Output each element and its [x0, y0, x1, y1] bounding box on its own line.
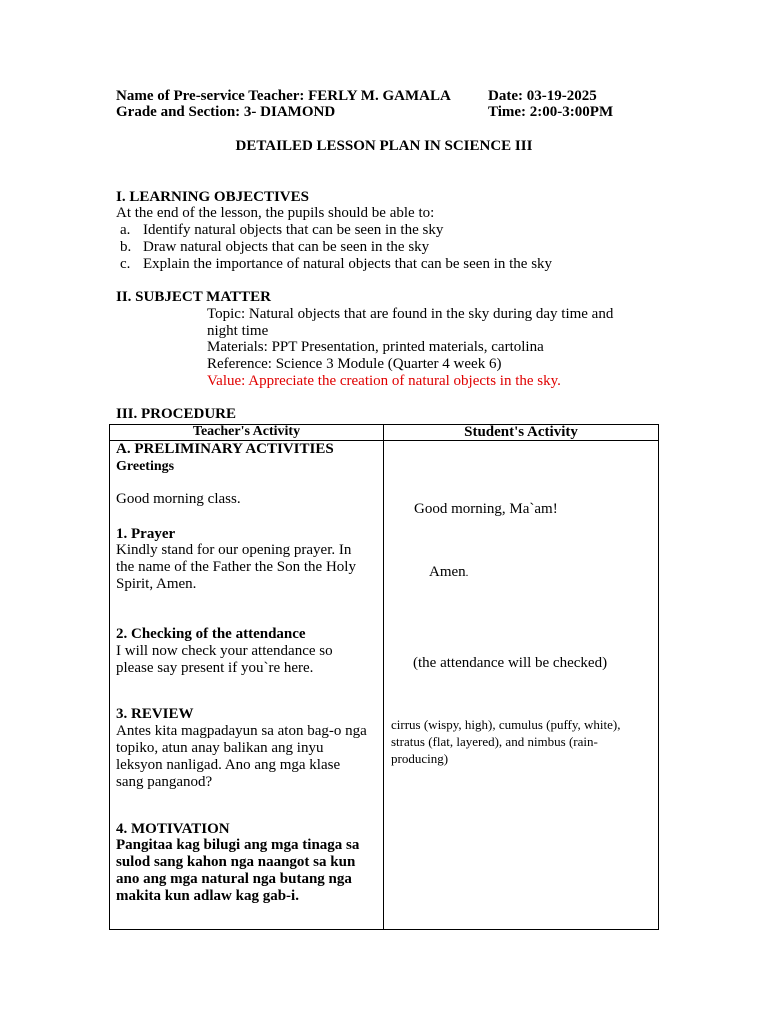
attendance-heading: 2. Checking of the attendance [116, 626, 306, 642]
review-line: Antes kita magpadayun sa aton bag-o nga [116, 723, 367, 739]
prayer-line: Spirit, Amen. [116, 576, 197, 592]
table-border-left [109, 424, 110, 930]
review-text [116, 723, 367, 791]
objective-item-c [116, 256, 552, 273]
value-statement: Value: Appreciate the creation of natural objects in the sky. [207, 373, 561, 389]
review-response [391, 716, 621, 767]
lesson-time: Time: 2:00-3:00PM [488, 104, 614, 120]
table-border-right [658, 424, 659, 930]
review-line: sang panganod? [116, 774, 213, 790]
objectives-heading: I. LEARNING OBJECTIVES [116, 189, 309, 205]
objective-letter: a. [120, 222, 131, 238]
materials: Materials: PPT Presentation, printed materials, cartolina [207, 339, 544, 355]
grade-section: Grade and Section: 3- DIAMOND [116, 104, 336, 120]
teacher-name: Name of Pre-service Teacher: FERLY M. GAMALA [116, 88, 451, 104]
page-title: DETAILED LESSON PLAN IN SCIENCE III [235, 138, 533, 154]
attendance-response: (the attendance will be checked) [413, 655, 608, 671]
prayer-response: Amen. [429, 564, 469, 580]
motivation-line: Pangitaa kag bilugi ang mga tinaga sa [116, 837, 360, 853]
objective-letter: c. [120, 256, 131, 272]
objective-text: Draw natural objects that can be seen in the sky [143, 239, 430, 255]
motivation-line: sulod sang kahon nga naangot sa kun [116, 854, 356, 870]
review-response-line: producing) [391, 751, 449, 766]
review-line: leksyon nanligad. Ano ang mga klase [116, 757, 341, 773]
prayer-line: the name of the Father the Son the Holy [116, 559, 356, 575]
motivation-heading: 4. MOTIVATION [116, 821, 230, 837]
objective-text: Explain the importance of natural objects that can be seen in the sky [143, 256, 553, 272]
prayer-response-text: Amen [429, 564, 466, 580]
objective-item-b [116, 239, 429, 256]
column-header-teacher: Teacher's Activity [192, 424, 301, 439]
objectives-intro: At the end of the lesson, the pupils should be able to: [116, 205, 435, 221]
review-heading: 3. REVIEW [116, 706, 194, 722]
review-response-line: cirrus (wispy, high), cumulus (puffy, white), [391, 717, 621, 732]
attendance-line: please say present if you`re here. [116, 660, 314, 676]
procedure-heading: III. PROCEDURE [116, 406, 237, 422]
attendance-text [116, 643, 333, 677]
motivation-text [116, 837, 359, 905]
topic-line-2: night time [207, 323, 269, 339]
review-response-line: stratus (flat, layered), and nimbus (rain- [391, 734, 598, 749]
prayer-text [116, 542, 356, 593]
greetings-heading: Greetings [116, 459, 175, 474]
objective-letter: b. [120, 239, 132, 255]
reference: Reference: Science 3 Module (Quarter 4 week 6) [207, 356, 502, 372]
objective-item-a [116, 222, 443, 239]
table-border-bottom [109, 929, 659, 930]
objective-text: Identify natural objects that can be seen in the sky [143, 222, 444, 238]
column-header-student: Student's Activity [464, 424, 578, 440]
greeting-text: Good morning class. [116, 491, 241, 507]
topic-line-1: Topic: Natural objects that are found in the sky during day time and [207, 306, 614, 322]
attendance-line: I will now check your attendance so [116, 643, 333, 659]
lesson-date: Date: 03-19-2025 [488, 88, 597, 104]
table-column-divider [383, 424, 384, 930]
greeting-response: Good morning, Ma`am! [414, 501, 558, 517]
prayer-line: Kindly stand for our opening prayer. In [116, 542, 352, 558]
subject-matter-heading: II. SUBJECT MATTER [116, 289, 271, 305]
motivation-line: ano ang mga natural nga butang nga [116, 871, 352, 887]
preliminary-heading: A. PRELIMINARY ACTIVITIES [116, 441, 334, 457]
review-line: topiko, atun anay balikan ang inyu [116, 740, 324, 756]
prayer-heading: 1. Prayer [116, 526, 176, 542]
motivation-line: makita kun adlaw kag gab-i. [116, 888, 299, 904]
